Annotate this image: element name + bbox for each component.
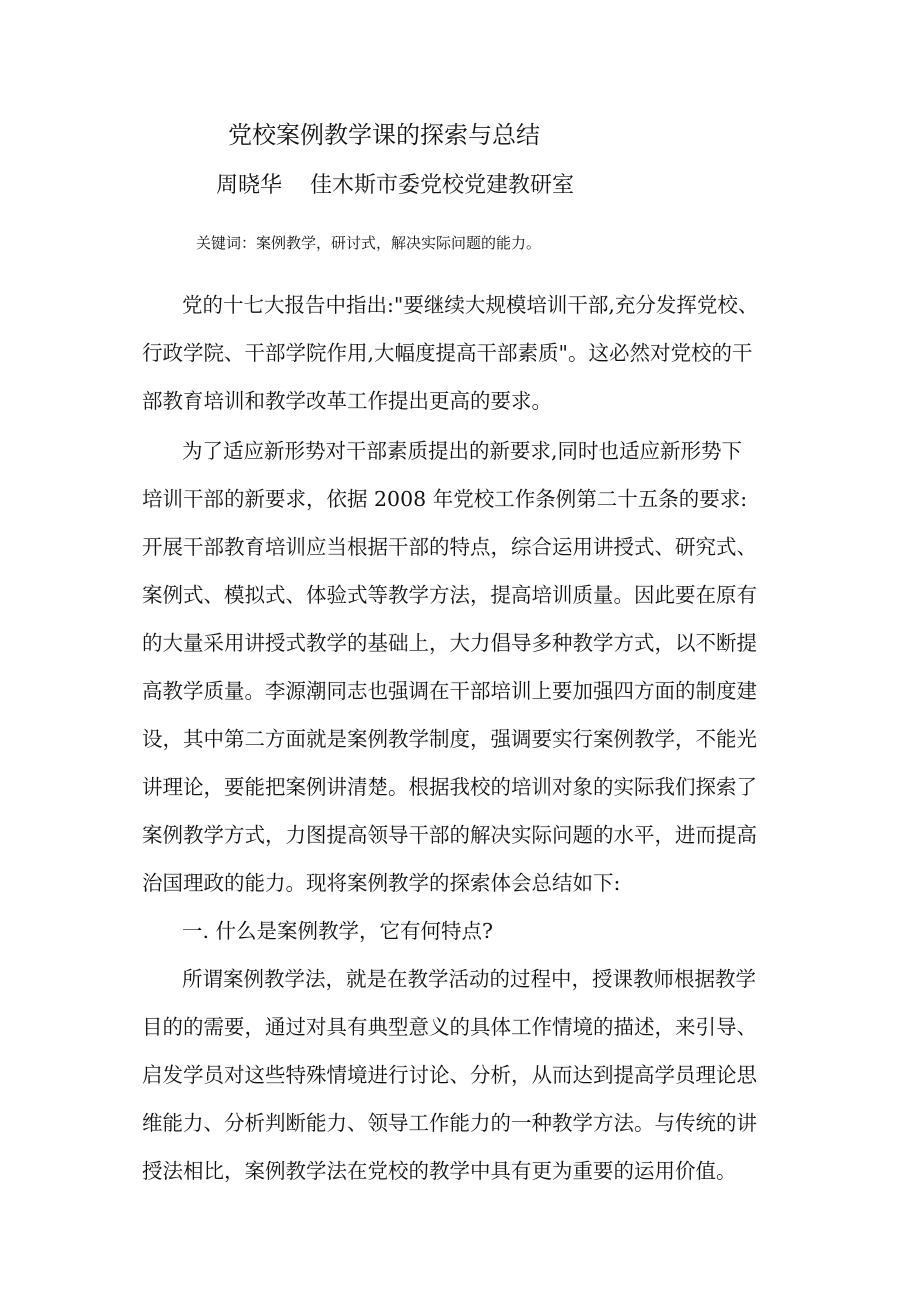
body-line: 治国理政的能力。现将案例教学的探索体会总结如下:	[142, 871, 621, 895]
body-line: 的大量采用讲授式教学的基础上，大力倡导多种教学方式，以不断提	[142, 631, 757, 655]
body-line: 案例教学方式，力图提高领导干部的解决实际问题的水平，进而提高	[142, 823, 757, 847]
body-line: 维能力、分析判断能力、领导工作能力的一种教学方法。与传统的讲	[142, 1111, 757, 1135]
section-heading: 一. 什么是案例教学，它有何特点?	[182, 919, 494, 943]
body-line: 培训干部的新要求，依据 2008 年党校工作条例第二十五条的要求:	[142, 487, 748, 511]
body-line: 设，其中第二方面就是案例教学制度，强调要实行案例教学，不能光	[142, 727, 757, 751]
body-line: 目的的需要，通过对具有典型意义的具体工作情境的描述，来引导、	[142, 1015, 757, 1039]
body-line: 讲理论，要能把案例讲清楚。根据我校的培训对象的实际我们探索了	[142, 775, 757, 799]
body-line: 党的十七大报告中指出:"要继续大规模培训干部,充分发挥党校、	[182, 293, 759, 317]
body-line: 为了适应新形势对干部素质提出的新要求,同时也适应新形势下	[182, 439, 743, 463]
author-name: 周晓华	[216, 173, 283, 198]
author-line	[216, 170, 574, 202]
keywords-line: 关键词：案例教学，研讨式，解决实际问题的能力。	[196, 234, 542, 252]
body-line: 启发学员对这些特殊情境进行讨论、分析，从而达到提高学员理论思	[142, 1063, 757, 1087]
body-line: 高教学质量。李源潮同志也强调在干部培训上要加强四方面的制度建	[142, 679, 757, 703]
body-line: 行政学院、干部学院作用,大幅度提高干部素质"。这必然对党校的干	[142, 341, 753, 365]
document-title: 党校案例教学课的探索与总结	[228, 121, 540, 149]
body-line: 部教育培训和教学改革工作提出更高的要求。	[142, 389, 552, 413]
body-line: 授法相比，案例教学法在党校的教学中具有更为重要的运用价值。	[142, 1159, 737, 1183]
body-line: 开展干部教育培训应当根据干部的特点，综合运用讲授式、研究式、	[142, 535, 757, 559]
body-line: 所谓案例教学法，就是在教学活动的过程中，授课教师根据教学	[182, 967, 756, 991]
body-line: 案例式、模拟式、体验式等教学方法，提高培训质量。因此要在原有	[142, 583, 757, 607]
author-affiliation: 佳木斯市委党校党建教研室	[310, 173, 575, 198]
